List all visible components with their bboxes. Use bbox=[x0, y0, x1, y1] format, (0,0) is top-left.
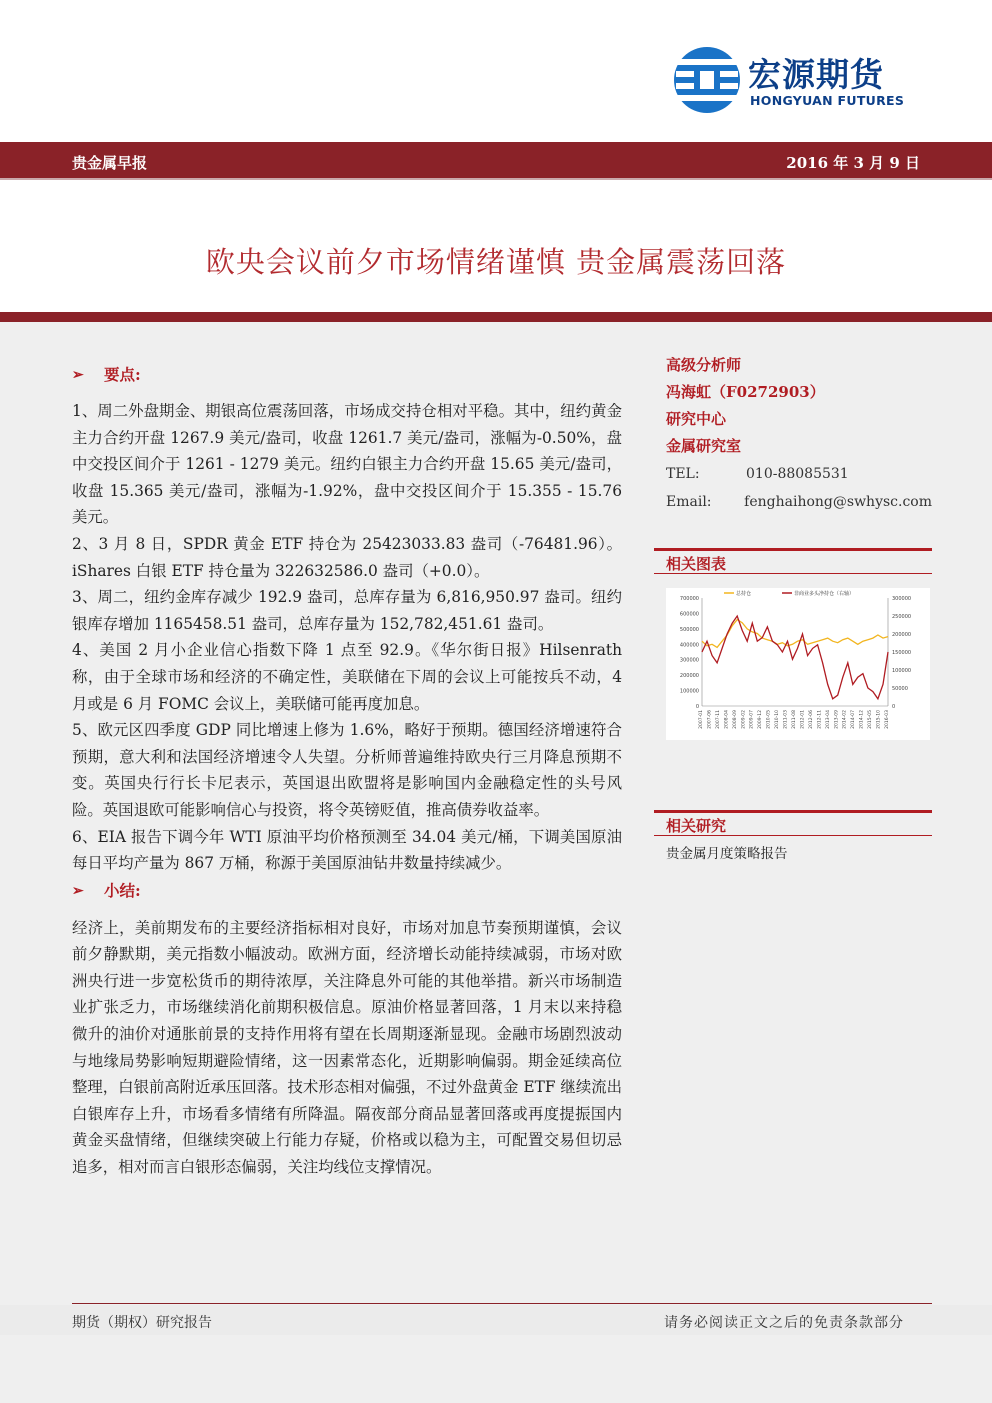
brand-name-en: HONGYUAN FUTURES bbox=[750, 93, 905, 108]
related-chart-heading: 相关图表 bbox=[654, 548, 932, 574]
y-right-tick-label: 250000 bbox=[892, 614, 912, 620]
y-right-tick-label: 200000 bbox=[892, 632, 912, 638]
footer-rule bbox=[72, 1303, 932, 1304]
x-tick-label: 2008-09 bbox=[732, 710, 738, 729]
x-tick-label: 2012-06 bbox=[808, 710, 814, 729]
legend-label-2: 非商业多头净持仓（右轴） bbox=[794, 591, 855, 597]
related-research-heading: 相关研究 bbox=[654, 810, 932, 836]
x-tick-label: 2007-06 bbox=[707, 710, 713, 729]
y-right-tick-label: 0 bbox=[892, 704, 896, 710]
footer-report-type: 期货（期权）研究报告 bbox=[72, 1315, 212, 1331]
page-title: 欧央会议前夕市场情绪谨慎 贵金属震荡回落 bbox=[205, 245, 787, 279]
key-point-3: 3、周二，纽约金库存减少 192.9 盎司，总库存量为 6,816,950.97 盎司。纽约银库存增加 1165458.51 盎司，总库存量为 152,782,451.61 盎司。 bbox=[72, 588, 622, 633]
contact-email bbox=[666, 488, 932, 516]
arrow-bullet-icon: ➢ bbox=[72, 366, 84, 383]
y-right-tick-label: 50000 bbox=[892, 686, 908, 692]
x-tick-label: 2013-04 bbox=[825, 710, 831, 729]
y-right-tick-label: 300000 bbox=[892, 596, 912, 602]
x-tick-label: 2009-07 bbox=[749, 710, 755, 729]
x-tick-label: 2012-11 bbox=[817, 710, 823, 729]
arrow-bullet-icon: ➢ bbox=[72, 883, 84, 900]
y-right-tick-label: 150000 bbox=[892, 650, 912, 656]
footer-disclaimer: 请务必阅读正文之后的免责条款部分 bbox=[664, 1315, 904, 1331]
holdings-chart bbox=[666, 588, 930, 740]
summary-label: 小结: bbox=[104, 881, 141, 901]
x-tick-label: 2010-10 bbox=[775, 710, 781, 729]
key-point-6: 6、EIA 报告下调今年 WTI 原油平均价格预测至 34.04 美元/桶，下调美国原油每日平均产量为 867 万桶，称源于美国原油钻井数量持续减少。 bbox=[72, 827, 622, 873]
company-logo bbox=[672, 45, 922, 115]
department: 研究中心 bbox=[666, 410, 727, 428]
y-left-tick-label: 500000 bbox=[679, 626, 699, 633]
y-left-tick-label: 100000 bbox=[679, 688, 699, 695]
x-tick-label: 2014-02 bbox=[842, 710, 848, 729]
x-tick-label: 2009-02 bbox=[741, 710, 747, 729]
x-tick-label: 2009-12 bbox=[758, 710, 764, 729]
x-tick-label: 2015-05 bbox=[868, 710, 874, 729]
x-tick-label: 2007-01 bbox=[699, 710, 704, 729]
y-left-tick-label: 400000 bbox=[679, 642, 699, 649]
y-left-tick-label: 0 bbox=[695, 704, 699, 710]
y-left-tick-label: 200000 bbox=[679, 673, 699, 680]
summary-heading bbox=[72, 877, 622, 907]
summary-text: 经济上，美前期发布的主要经济指标相对良好，市场对加息节奏预期谨慎，会议前夕静默期，美元指数小幅波动。欧洲方面，经济增长动能持续减弱，市场对欧洲央行进一步宽松货币的期待浓厚，关注降息外可能的其他举措。新兴市场制造业扩张乏力，市场继续消化前期积极信息。原油价格显著回落，1 月末以来持稳微升的油价对通胀前景的支持作用将有望在长周期逐渐显现。金融市场剧烈波动与地缘局势影响短期避险情绪，这一因素常态化，近期影响偏弱。期金延续高位整理，白银前高附近承压回落。技术形态相对偏强，不过外盘黄金 ETF 继续流出白银库存上升，市场看多情绪有所降温。隔夜部分商品显著回落或再度提振国内黄金买盘情绪，但继续突破上行能力存疑，价格或以稳为主，可配置交易但切忌追多，相对而言白银形态偏弱，关注均线位支撑情况。 bbox=[72, 918, 622, 1177]
email-value[interactable]: fenghaihong@swhysc.com bbox=[744, 494, 932, 510]
contact-tel bbox=[666, 460, 932, 488]
legend-label-1: 总持仓 bbox=[736, 591, 752, 597]
x-tick-label: 2014-12 bbox=[859, 710, 865, 729]
x-tick-label: 2012-01 bbox=[800, 710, 806, 729]
title-rule bbox=[0, 312, 992, 322]
x-tick-label: 2010-05 bbox=[766, 710, 772, 729]
analyst-name: 冯海虹（F0272903） bbox=[666, 383, 825, 401]
main-content bbox=[72, 360, 622, 1181]
y-left-tick-label: 300000 bbox=[679, 657, 699, 664]
email-label: Email: bbox=[666, 494, 712, 510]
x-tick-label: 2015-10 bbox=[876, 710, 882, 729]
logo-icon bbox=[672, 45, 742, 115]
series-line-1 bbox=[702, 620, 888, 648]
key-point-1: 1、周二外盘期金、期银高位震荡回落，市场成交持仓相对平稳。其中，纽约黄金主力合约开盘 1267.9 美元/盎司，收盘 1261.7 美元/盎司，涨幅为-0.50%，盘中交投区间介于 1261 - 1279 美元。纽约白银主力合约开盘 15.65 美元/盎司，收盘 15.365 美元/盎司，涨幅为-1.92%，盘中交投区间介于 15.355 - 15.76 美元。 bbox=[72, 402, 622, 527]
x-tick-label: 2008-04 bbox=[724, 710, 730, 729]
key-point-5: 5、欧元区四季度 GDP 同比增速上修为 1.6%，略好于预期。德国经济增速符合预期，意大利和法国经济增速令人失望。分析师普遍维持欧央行三月降息预期不变。英国央行行长卡尼表示，英国退出欧盟将是影响国内金融稳定性的头号风险。英国退欧可能影响信心与投资，将令英镑贬值，推高债券收益率。 bbox=[72, 721, 622, 819]
tel-value: 010-88085531 bbox=[746, 466, 849, 482]
y-left-tick-label: 600000 bbox=[679, 611, 699, 618]
series-line-2 bbox=[702, 616, 888, 699]
x-tick-label: 2011-08 bbox=[792, 710, 797, 729]
y-left-tick-label: 700000 bbox=[679, 596, 699, 602]
key-point-4: 4、美国 2 月小企业信心指数下降 1 点至 92.9。《华尔街日报》Hilsenrath 称，由于全球市场和经济的不确定性，美联储在下周的会议上可能按兵不动，4 月或是 6 月 FOMC 会议上，美联储可能再度加息。 bbox=[72, 641, 622, 713]
report-date: 2016 年 3 月 9 日 bbox=[786, 154, 920, 172]
key-point-2: 2、3 月 8 日，SPDR 黄金 ETF 持仓为 25423033.83 盎司（-76481.96）。iShares 白银 ETF 持仓量为 322632586.0 盎司（+0.0）。 bbox=[72, 534, 622, 580]
division: 金属研究室 bbox=[666, 437, 742, 455]
x-tick-label: 2013-09 bbox=[834, 710, 840, 729]
key-points-heading bbox=[72, 360, 622, 390]
x-tick-label: 2011-03 bbox=[783, 710, 789, 729]
key-points-label: 要点: bbox=[104, 364, 141, 384]
analyst-info bbox=[666, 352, 932, 516]
divider bbox=[0, 178, 992, 180]
x-tick-label: 2016-03 bbox=[885, 710, 890, 729]
report-type: 贵金属早报 bbox=[72, 154, 148, 172]
chart-svg bbox=[666, 588, 930, 740]
brand-name-cn: 宏源期货 bbox=[748, 55, 884, 94]
x-tick-label: 2014-07 bbox=[851, 710, 857, 729]
y-right-tick-label: 100000 bbox=[892, 668, 912, 674]
tel-label: TEL: bbox=[666, 466, 700, 482]
x-tick-label: 2007-11 bbox=[715, 710, 721, 729]
related-research-item[interactable]: 贵金属月度策略报告 bbox=[666, 846, 788, 862]
analyst-role: 高级分析师 bbox=[666, 356, 742, 374]
